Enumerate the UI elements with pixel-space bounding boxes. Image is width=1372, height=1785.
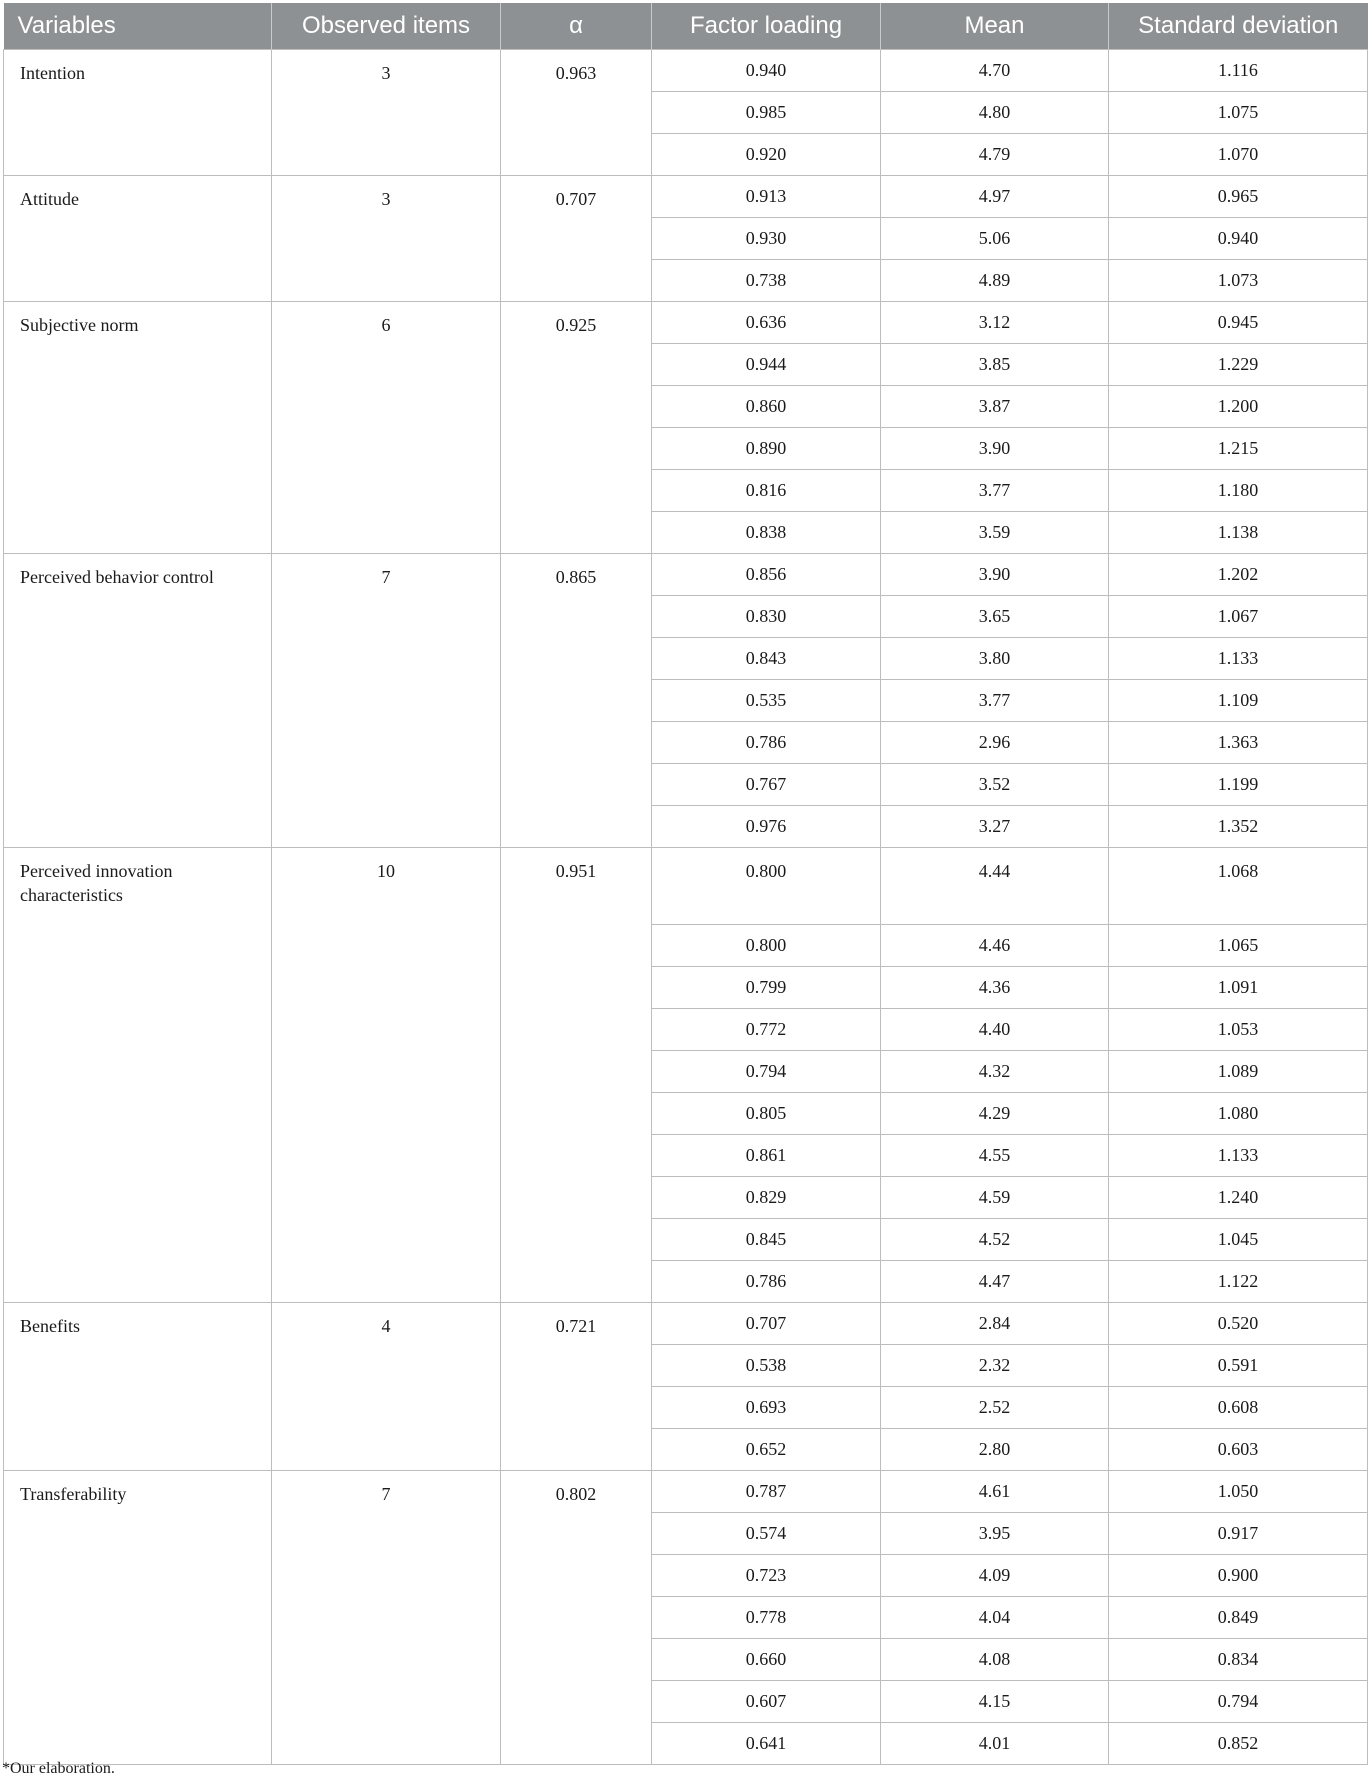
factor-loading-cell: 0.838	[652, 512, 881, 554]
factor-loading-cell: 0.913	[652, 176, 881, 218]
mean-cell: 4.47	[881, 1261, 1109, 1303]
standard-deviation-cell: 0.834	[1109, 1639, 1368, 1681]
table-row	[4, 1303, 1368, 1345]
standard-deviation-cell: 0.900	[1109, 1555, 1368, 1597]
factor-loading-cell: 0.830	[652, 596, 881, 638]
standard-deviation-cell: 0.520	[1109, 1303, 1368, 1345]
factor-loading-cell: 0.940	[652, 50, 881, 92]
standard-deviation-cell: 1.363	[1109, 722, 1368, 764]
factor-loading-cell: 0.778	[652, 1597, 881, 1639]
variable-name-cell: Intention	[4, 50, 272, 176]
mean-cell: 4.46	[881, 925, 1109, 967]
factor-loading-cell: 0.799	[652, 967, 881, 1009]
factor-loading-cell: 0.930	[652, 218, 881, 260]
observed-items-cell: 3	[272, 176, 501, 302]
factor-loading-cell: 0.772	[652, 1009, 881, 1051]
table-footnote: *Our elaboration.	[2, 1760, 115, 1777]
header-variables: Variables	[4, 3, 272, 50]
factor-loading-cell: 0.723	[652, 1555, 881, 1597]
mean-cell: 4.70	[881, 50, 1109, 92]
variable-name-cell: Perceived behavior control	[4, 554, 272, 848]
standard-deviation-cell: 1.053	[1109, 1009, 1368, 1051]
mean-cell: 3.80	[881, 638, 1109, 680]
mean-cell: 4.52	[881, 1219, 1109, 1261]
header-observed-items: Observed items	[272, 3, 501, 50]
observed-items-cell: 7	[272, 554, 501, 848]
mean-cell: 2.80	[881, 1429, 1109, 1471]
standard-deviation-cell: 0.849	[1109, 1597, 1368, 1639]
standard-deviation-cell: 0.852	[1109, 1723, 1368, 1765]
table-row	[4, 302, 1368, 344]
alpha-cell: 0.721	[501, 1303, 652, 1471]
standard-deviation-cell: 0.591	[1109, 1345, 1368, 1387]
factor-loading-cell: 0.843	[652, 638, 881, 680]
table-body	[4, 50, 1368, 1765]
mean-cell: 2.32	[881, 1345, 1109, 1387]
factor-loading-cell: 0.538	[652, 1345, 881, 1387]
mean-cell: 4.80	[881, 92, 1109, 134]
standard-deviation-cell: 1.089	[1109, 1051, 1368, 1093]
mean-cell: 4.44	[881, 848, 1109, 925]
factor-loading-cell: 0.607	[652, 1681, 881, 1723]
factor-loading-cell: 0.652	[652, 1429, 881, 1471]
factor-loading-cell: 0.574	[652, 1513, 881, 1555]
header-factor-loading: Factor loading	[652, 3, 881, 50]
factor-loading-cell: 0.860	[652, 386, 881, 428]
observed-items-cell: 7	[272, 1471, 501, 1765]
variable-name-cell: Subjective norm	[4, 302, 272, 554]
mean-cell: 4.55	[881, 1135, 1109, 1177]
header-standard-deviation: Standard deviation	[1109, 3, 1368, 50]
standard-deviation-cell: 0.603	[1109, 1429, 1368, 1471]
standard-deviation-cell: 1.067	[1109, 596, 1368, 638]
standard-deviation-cell: 1.202	[1109, 554, 1368, 596]
standard-deviation-cell: 0.794	[1109, 1681, 1368, 1723]
standard-deviation-cell: 1.068	[1109, 848, 1368, 925]
standard-deviation-cell: 1.215	[1109, 428, 1368, 470]
standard-deviation-cell: 0.965	[1109, 176, 1368, 218]
alpha-cell: 0.707	[501, 176, 652, 302]
mean-cell: 4.01	[881, 1723, 1109, 1765]
standard-deviation-cell: 1.065	[1109, 925, 1368, 967]
factor-loading-cell: 0.829	[652, 1177, 881, 1219]
mean-cell: 4.04	[881, 1597, 1109, 1639]
alpha-cell: 0.925	[501, 302, 652, 554]
factor-loading-cell: 0.944	[652, 344, 881, 386]
mean-cell: 4.79	[881, 134, 1109, 176]
standard-deviation-cell: 1.122	[1109, 1261, 1368, 1303]
standard-deviation-cell: 0.608	[1109, 1387, 1368, 1429]
observed-items-cell: 4	[272, 1303, 501, 1471]
standard-deviation-cell: 1.070	[1109, 134, 1368, 176]
standard-deviation-cell: 0.940	[1109, 218, 1368, 260]
mean-cell: 3.65	[881, 596, 1109, 638]
factor-loading-cell: 0.767	[652, 764, 881, 806]
table-row	[4, 1471, 1368, 1513]
factor-loading-cell: 0.786	[652, 722, 881, 764]
factor-loading-cell: 0.845	[652, 1219, 881, 1261]
factor-loading-cell: 0.707	[652, 1303, 881, 1345]
factor-loading-cell: 0.985	[652, 92, 881, 134]
standard-deviation-cell: 0.945	[1109, 302, 1368, 344]
header-alpha: α	[501, 3, 652, 50]
standard-deviation-cell: 1.073	[1109, 260, 1368, 302]
mean-cell: 4.15	[881, 1681, 1109, 1723]
standard-deviation-cell: 0.917	[1109, 1513, 1368, 1555]
observed-items-cell: 6	[272, 302, 501, 554]
variable-name-cell: Perceived innovation characteristics	[4, 848, 272, 1303]
standard-deviation-cell: 1.045	[1109, 1219, 1368, 1261]
mean-cell: 3.90	[881, 428, 1109, 470]
table-header	[4, 3, 1368, 50]
factor-loading-cell: 0.816	[652, 470, 881, 512]
mean-cell: 5.06	[881, 218, 1109, 260]
standard-deviation-cell: 1.091	[1109, 967, 1368, 1009]
standard-deviation-cell: 1.200	[1109, 386, 1368, 428]
data-table-container	[3, 3, 1367, 1765]
mean-cell: 2.96	[881, 722, 1109, 764]
factor-loading-cell: 0.805	[652, 1093, 881, 1135]
alpha-cell: 0.963	[501, 50, 652, 176]
mean-cell: 4.59	[881, 1177, 1109, 1219]
header-mean: Mean	[881, 3, 1109, 50]
factor-loading-cell: 0.976	[652, 806, 881, 848]
mean-cell: 4.29	[881, 1093, 1109, 1135]
mean-cell: 3.77	[881, 470, 1109, 512]
standard-deviation-cell: 1.138	[1109, 512, 1368, 554]
mean-cell: 3.87	[881, 386, 1109, 428]
standard-deviation-cell: 1.133	[1109, 1135, 1368, 1177]
standard-deviation-cell: 1.240	[1109, 1177, 1368, 1219]
variable-name-cell: Benefits	[4, 1303, 272, 1471]
table-row	[4, 176, 1368, 218]
factor-loading-cell: 0.787	[652, 1471, 881, 1513]
standard-deviation-cell: 1.080	[1109, 1093, 1368, 1135]
alpha-cell: 0.951	[501, 848, 652, 1303]
standard-deviation-cell: 1.109	[1109, 680, 1368, 722]
mean-cell: 3.59	[881, 512, 1109, 554]
mean-cell: 4.61	[881, 1471, 1109, 1513]
standard-deviation-cell: 1.199	[1109, 764, 1368, 806]
factor-loading-cell: 0.890	[652, 428, 881, 470]
table-row	[4, 848, 1368, 925]
mean-cell: 3.27	[881, 806, 1109, 848]
factor-loading-cell: 0.738	[652, 260, 881, 302]
mean-cell: 4.40	[881, 1009, 1109, 1051]
header-row	[4, 3, 1368, 50]
mean-cell: 4.36	[881, 967, 1109, 1009]
mean-cell: 3.95	[881, 1513, 1109, 1555]
factor-loading-cell: 0.660	[652, 1639, 881, 1681]
standard-deviation-cell: 1.075	[1109, 92, 1368, 134]
factor-loading-cell: 0.920	[652, 134, 881, 176]
standard-deviation-cell: 1.050	[1109, 1471, 1368, 1513]
standard-deviation-cell: 1.133	[1109, 638, 1368, 680]
factor-loading-cell: 0.693	[652, 1387, 881, 1429]
factor-loading-cell: 0.535	[652, 680, 881, 722]
variable-name-cell: Transferability	[4, 1471, 272, 1765]
standard-deviation-cell: 1.352	[1109, 806, 1368, 848]
factor-loading-cell: 0.786	[652, 1261, 881, 1303]
mean-cell: 4.89	[881, 260, 1109, 302]
mean-cell: 4.09	[881, 1555, 1109, 1597]
factor-loading-cell: 0.861	[652, 1135, 881, 1177]
mean-cell: 4.08	[881, 1639, 1109, 1681]
table-row	[4, 554, 1368, 596]
mean-cell: 3.77	[881, 680, 1109, 722]
mean-cell: 2.52	[881, 1387, 1109, 1429]
mean-cell: 2.84	[881, 1303, 1109, 1345]
factor-loading-cell: 0.641	[652, 1723, 881, 1765]
mean-cell: 3.52	[881, 764, 1109, 806]
factor-loading-cell: 0.800	[652, 925, 881, 967]
alpha-cell: 0.865	[501, 554, 652, 848]
variable-name-cell: Attitude	[4, 176, 272, 302]
standard-deviation-cell: 1.229	[1109, 344, 1368, 386]
factor-loading-cell: 0.636	[652, 302, 881, 344]
mean-cell: 4.97	[881, 176, 1109, 218]
standard-deviation-cell: 1.180	[1109, 470, 1368, 512]
factor-loading-cell: 0.800	[652, 848, 881, 925]
observed-items-cell: 3	[272, 50, 501, 176]
observed-items-cell: 10	[272, 848, 501, 1303]
factor-loading-cell: 0.856	[652, 554, 881, 596]
standard-deviation-cell: 1.116	[1109, 50, 1368, 92]
alpha-cell: 0.802	[501, 1471, 652, 1765]
table-row	[4, 50, 1368, 92]
factor-loading-cell: 0.794	[652, 1051, 881, 1093]
mean-cell: 3.90	[881, 554, 1109, 596]
data-table	[3, 3, 1368, 1765]
mean-cell: 4.32	[881, 1051, 1109, 1093]
mean-cell: 3.85	[881, 344, 1109, 386]
mean-cell: 3.12	[881, 302, 1109, 344]
